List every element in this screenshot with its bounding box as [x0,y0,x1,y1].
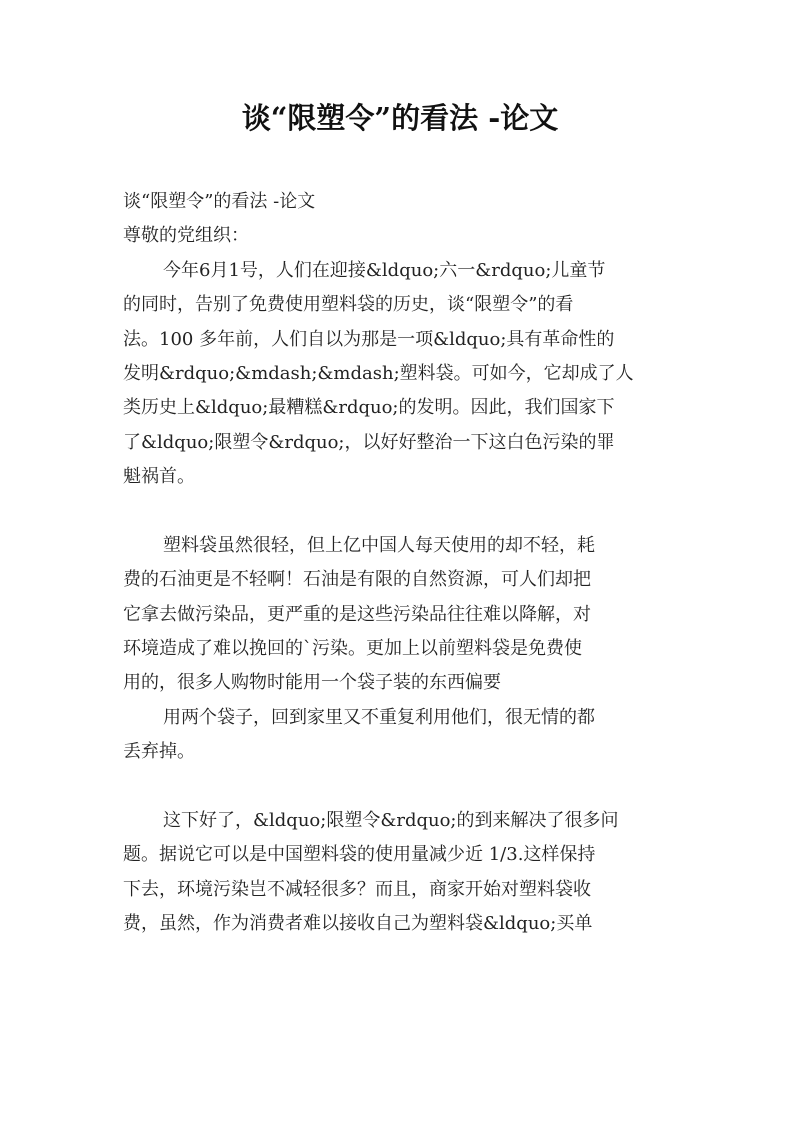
paragraph-line: 题。据说它可以是中国塑料袋的使用量减少近 1/3.这样保持 [123,844,596,866]
paragraph-line: 了&ldquo;限塑令&rdquo;，以好好整治一下这白色污染的罪 [123,431,615,453]
paragraph-spacer [123,495,693,529]
body-subtitle: 谈“限塑令”的看法 -论文 [123,191,316,212]
document-title: 谈“限塑令”的看法 -论文 [241,101,559,135]
paragraph-line: 这下好了，&ldquo;限塑令&rdquo;的到来解决了很多问 [163,810,619,832]
paragraph-line: 发明&rdquo;&mdash;&mdash;塑料袋。可如今，它却成了人 [123,362,634,384]
paragraph-line: 法。100 多年前，人们自以为那是一项&ldquo;具有革命性的 [123,328,615,350]
paragraph-line: 今年6月1号，人们在迎接&ldquo;六一&rdquo;儿童节 [163,259,606,281]
document-body [123,185,693,942]
paragraph-line: 环境造成了难以挽回的`污染。更加上以前塑料袋是免费使 [123,638,582,660]
paragraph-line: 的同时，告别了免费使用塑料袋的历史，谈“限塑令”的看 [123,294,574,316]
paragraph-line: 下去，环境污染岂不减轻很多？而且，商家开始对塑料袋收 [123,878,591,900]
paragraph-line: 费，虽然，作为消费者难以接收自己为塑料袋&ldquo;买单 [123,913,593,935]
paragraph-4 [123,804,693,942]
paragraph-2 [123,529,693,701]
paragraph-line: 用的，很多人购物时能用一个袋子装的东西偏要 [123,672,501,694]
salutation: 尊敬的党组织： [123,225,249,247]
paragraph-line: 魁祸首。 [123,466,195,488]
paragraph-line: 丢弃掉。 [123,741,195,763]
paragraph-1 [123,254,693,495]
paragraph-spacer [123,770,693,804]
paragraph-line: 费的石油更是不轻啊！石油是有限的自然资源，可人们却把 [123,569,591,591]
paragraph-line: 用两个袋子，回到家里又不重复利用他们，很无情的都 [163,706,595,728]
paragraph-line: 塑料袋虽然很轻，但上亿中国人每天使用的却不轻，耗 [163,534,595,556]
paragraph-line: 它拿去做污染品，更严重的是这些污染品往往难以降解，对 [123,603,591,625]
paragraph-3 [123,701,693,770]
paragraph-line: 类历史上&ldquo;最糟糕&rdquo;的发明。因此，我们国家下 [123,397,615,419]
